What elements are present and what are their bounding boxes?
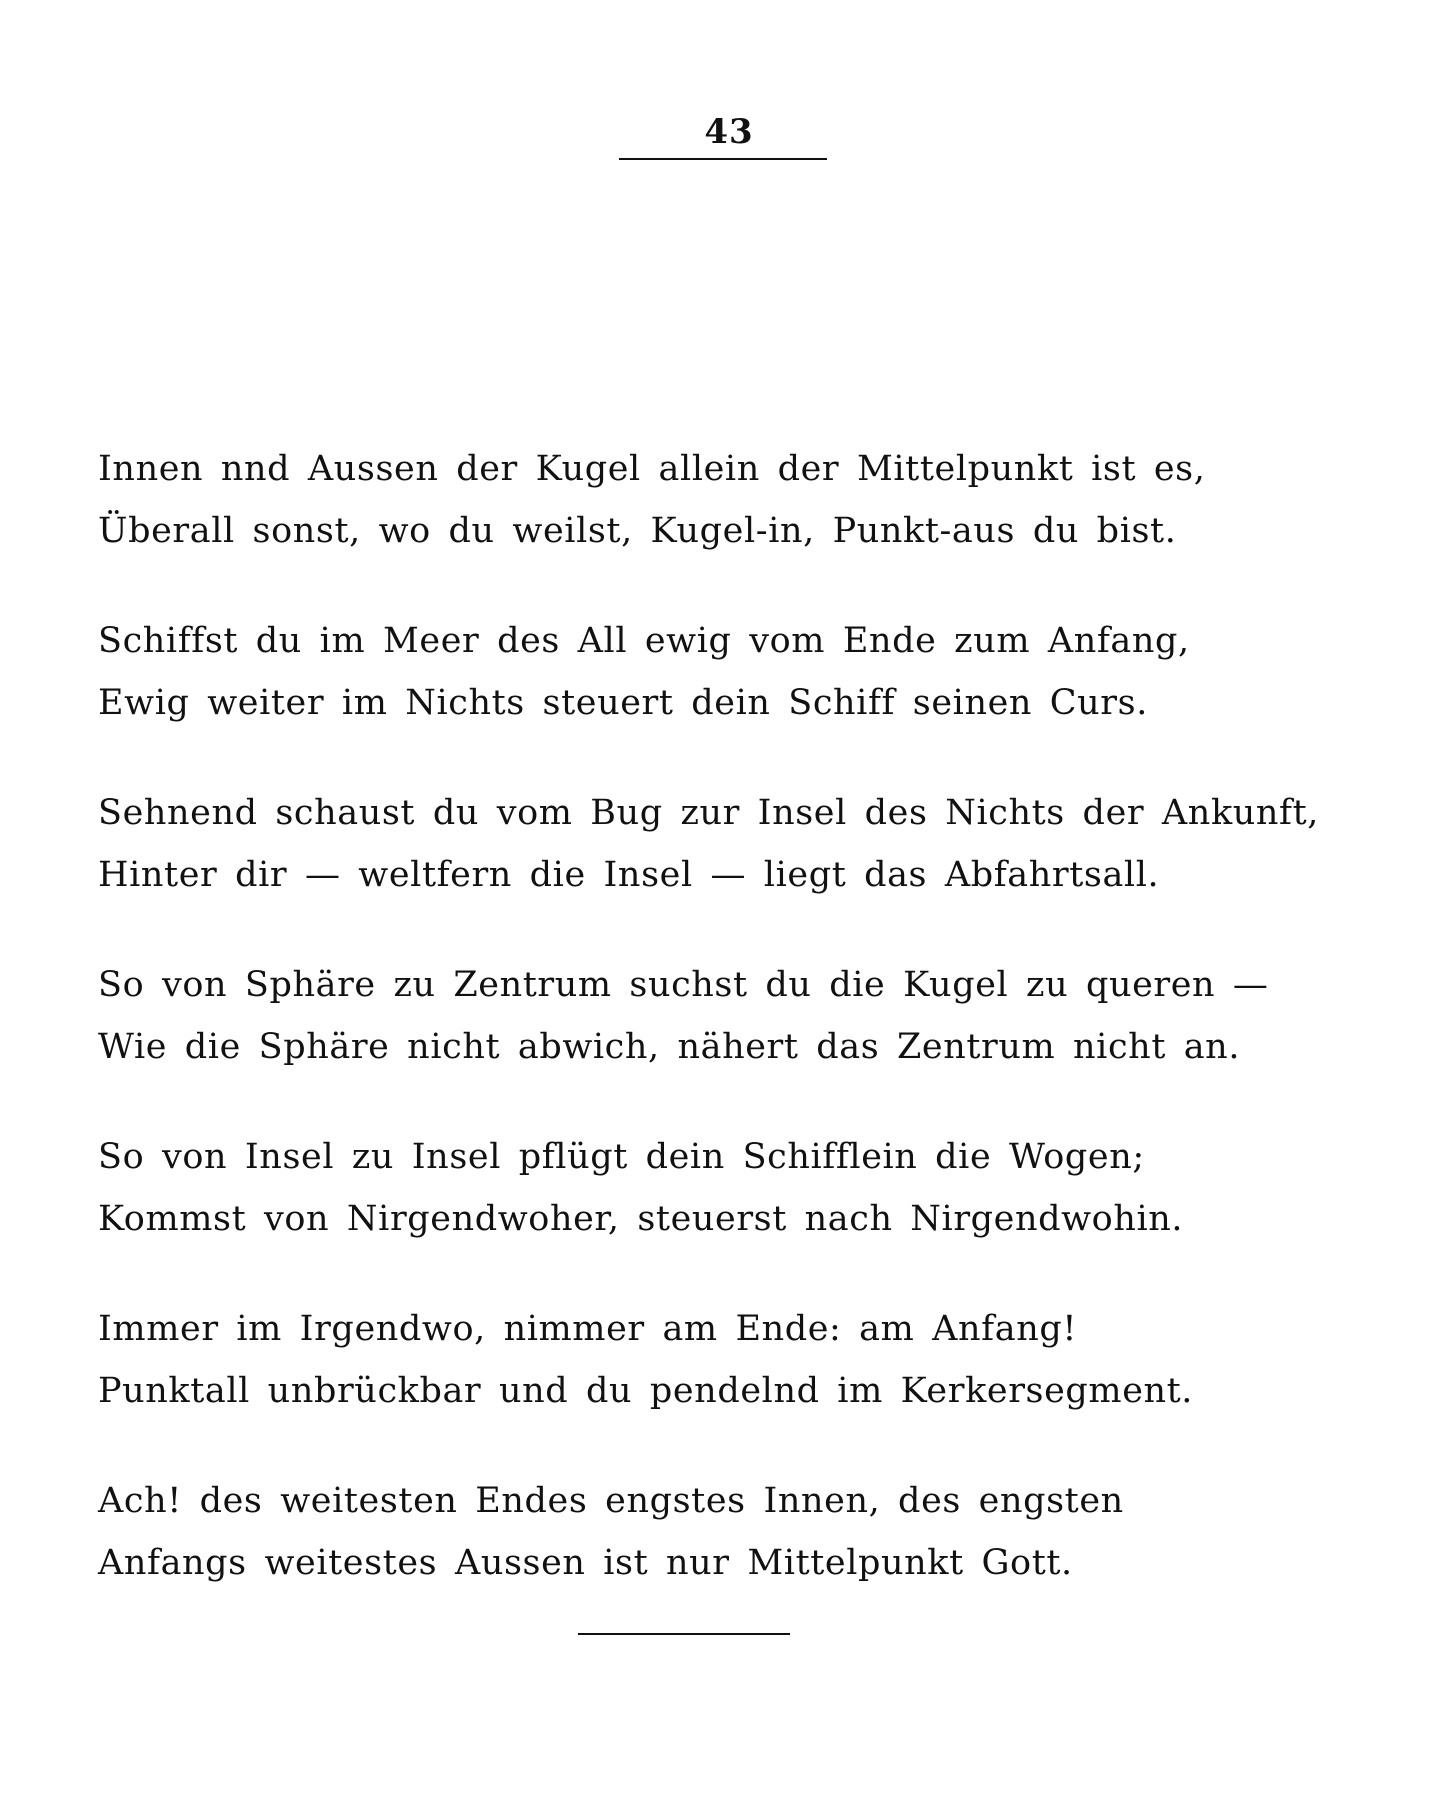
poem-line: Anfangs weitestes Aussen ist nur Mittelpunkt Gott. <box>98 1543 1073 1583</box>
poem-line: Kommst von Nirgendwoher, steuerst nach Nirgendwohin. <box>98 1199 1184 1239</box>
stanza <box>98 1126 1358 1250</box>
stanza <box>98 438 1358 562</box>
bottom-rule <box>578 1633 790 1635</box>
poem <box>98 438 1358 1642</box>
poem-line: Innen nnd Aussen der Kugel allein der Mittelpunkt ist es, <box>98 449 1206 489</box>
stanza <box>98 1298 1358 1422</box>
stanza <box>98 610 1358 734</box>
top-rule <box>619 158 827 160</box>
page-number: 43 <box>704 112 754 152</box>
stanza <box>98 954 1358 1078</box>
poem-line: Immer im Irgendwo, nimmer am Ende: am Anfang! <box>98 1309 1077 1349</box>
poem-line: Punktall unbrückbar und du pendelnd im Kerkersegment. <box>98 1371 1194 1411</box>
poem-line: Ach! des weitesten Endes engstes Innen, des engsten <box>98 1481 1124 1521</box>
poem-line: Sehnend schaust du vom Bug zur Insel des Nichts der Ankunft, <box>98 793 1319 833</box>
stanza <box>98 1470 1358 1594</box>
poem-line: So von Sphäre zu Zentrum suchst du die Kugel zu queren — <box>98 965 1269 1005</box>
poem-line: Wie die Sphäre nicht abwich, nähert das Zentrum nicht an. <box>98 1027 1241 1067</box>
stanza <box>98 782 1358 906</box>
poem-line: Überall sonst, wo du weilst, Kugel-in, Punkt-aus du bist. <box>98 511 1177 551</box>
poem-line: Ewig weiter im Nichts steuert dein Schiff seinen Curs. <box>98 683 1148 723</box>
poem-line: Schiffst du im Meer des All ewig vom Ende zum Anfang, <box>98 621 1190 661</box>
poem-line: So von Insel zu Insel pflügt dein Schifflein die Wogen; <box>98 1137 1145 1177</box>
poem-line: Hinter dir — weltfern die Insel — liegt das Abfahrtsall. <box>98 855 1160 895</box>
